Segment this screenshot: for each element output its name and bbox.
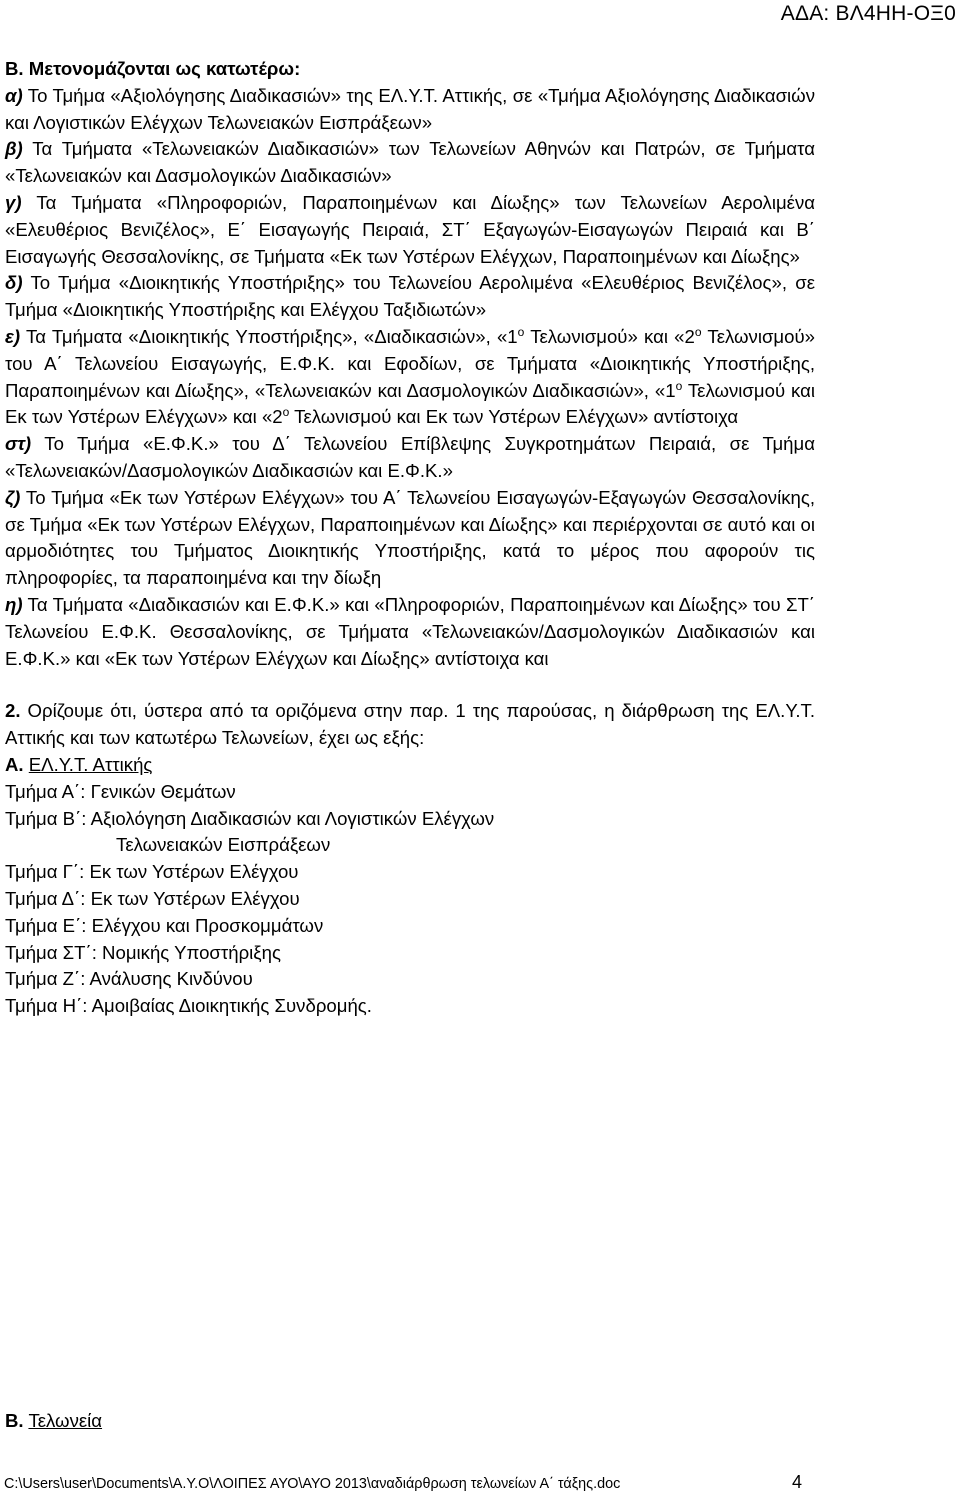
item-label: στ) [5,433,32,455]
department-item: Τμήμα Η΄: Αμοιβαίας Διοικητικής Συνδρομής. [5,995,372,1017]
rename-heading: Β. Μετονομάζονται ως κατωτέρω: [5,58,301,79]
department-list [5,779,815,1020]
rename-item-h [5,592,815,672]
item-label: η) [5,593,23,615]
superscript: ο [517,324,525,339]
paragraph-2 [5,698,815,752]
rename-item-e [5,324,815,431]
section-title: Τελωνεία [28,1410,103,1431]
rename-item-a [5,83,815,137]
subsection-label: Α. [5,753,24,775]
item-text: Το Τμήμα «Εκ των Υστέρων Ελέγχων» του Α΄ Τελωνείου Εισαγωγών-Εξαγωγών Θεσσαλονίκης, σε Τμήμα «Εκ των Υστέρων Ελέγχων, Παραποιημένων και Δίωξης» και περιέρχονται σε αυτό και οι αρμοδιότητες του Τμήματος Διοικητικής Υποστήριξης, κατά το μέρος που αφορούν τις πληροφορίες, τα παραποιημένα και την δίωξη [5,486,815,589]
page-footer [4,1472,804,1492]
item-text: Τα Τμήματα «Διαδικασιών και Ε.Φ.Κ.» και «Πληροφοριών, Παραποιημένων και Δίωξης» του ΣΤ΄ Τελωνείου Ε.Φ.Κ. Θεσσαλονίκης, σε Τμήματα «Τελωνειακών/Δασμολογικών Διαδικασιών και Ε.Φ.Κ.» και «Εκ των Υστέρων Ελέγχων και Δίωξης» αντίστοιχα και [5,593,815,669]
department-item: Τμήμα ΣΤ΄: Νομικής Υποστήριξης [5,941,281,963]
item-text: Το Τμήμα «Ε.Φ.Κ.» του Δ΄ Τελωνείου Επίβλεψης Συγκροτημάτων Πειραιά, σε Τμήμα «Τελωνειακών/Δασμολογικών Διαδικασιών και Ε.Φ.Κ.» [5,433,815,481]
rename-item-d [5,270,815,324]
item-text: Τελωνισμού» του Α΄ Τελωνείου Εισαγωγής, Ε.Φ.Κ. και Εφοδίων, σε Τμήματα «Διοικητικής Υποστήριξης, Παραποιημένων και Δίωξης», «Τελωνειακών και Δασμολογικών Διαδικασιών», «1 [5,325,815,401]
document-body [5,56,815,1020]
department-item: Τμήμα Α΄: Γενικών Θεμάτων [5,780,236,802]
item-label: γ) [5,191,22,213]
item-label: δ) [5,272,23,294]
item-text: Τα Τμήματα «Πληροφοριών, Παραποιημένων και Δίωξης» των Τελωνείων Αερολιμένα «Ελευθέριος Βενιζέλος», Ε΄ Εισαγωγής Πειραιά, ΣΤ΄ Εξαγωγών-Εισαγωγών Πειραιά και Β΄ Εισαγωγής Θεσσαλονίκης, σε Τμήματα «Εκ των Υστέρων Ελέγχων, Παραποιημένων και Δίωξης» [5,191,815,267]
department-item: Τμήμα Δ΄: Εκ των Υστέρων Ελέγχου [5,887,300,909]
page-number: 4 [791,1472,802,1492]
paragraph-number: 2. [5,700,21,722]
item-label: ε) [5,325,21,347]
item-text: Τελωνισμού» και «2 [524,325,695,347]
department-item: Τμήμα Ε΄: Ελέγχου και Προσκομμάτων [5,914,324,936]
superscript: ο [694,324,702,339]
item-text: Τελωνισμού και Εκ των Υστέρων Ελέγχων» αντίστοιχα [289,406,739,428]
department-item: Τμήμα Ζ΄: Ανάλυσης Κινδύνου [5,968,253,990]
section-label: Β. [5,1410,24,1431]
file-path: C:\Users\user\Documents\Α.Υ.Ο\ΛΟΙΠΕΣ ΑΥΟ\ΑΥΟ 2013\αναδιάρθρωση τελωνείων Α΄ τάξης.doc [4,1476,621,1492]
rename-item-z [5,485,815,592]
item-label: β) [5,138,23,160]
department-item: Τμήμα Β΄: Αξιολόγηση Διαδικασιών και Λογιστικών Ελέγχων [5,807,495,829]
department-item-continuation: Τελωνειακών Εισπράξεων [116,834,331,856]
subsection-title: ΕΛ.Υ.Τ. Αττικής [28,753,153,775]
paragraph-text: Ορίζουμε ότι, ύστερα από τα οριζόμενα στην παρ. 1 της παρούσας, η διάρθρωση της ΕΛ.Υ.Τ. Αττικής και των κατωτέρω Τελωνείων, έχει ως εξής: [5,700,815,749]
superscript: ο [675,378,683,393]
department-item: Τμήμα Γ΄: Εκ των Υστέρων Ελέγχου [5,861,299,883]
rename-item-st [5,431,815,485]
superscript: ο [282,405,290,420]
item-label: α) [5,84,23,106]
item-text: Τα Τμήματα «Διοικητικής Υποστήριξης», «Διαδικασιών», «1 [20,325,518,347]
section-b-customs-heading [5,1408,102,1435]
ada-code: ΑΔΑ: ΒΛ4ΗΗ-ΟΞ0 [780,2,956,25]
rename-item-b [5,136,815,190]
subsection-heading [5,752,815,779]
item-text: Τα Τμήματα «Τελωνειακών Διαδικασιών» των Τελωνείων Αθηνών και Πατρών, σε Τμήματα «Τελωνειακών και Δασμολογικών Διαδικασιών» [5,138,815,187]
item-label: ζ) [5,486,21,508]
rename-item-c [5,190,815,270]
item-text: Τελωνισμού και Εκ των Υστέρων Ελέγχων» και «2 [5,379,815,428]
item-text: Το Τμήμα «Διοικητικής Υποστήριξης» του Τελωνείου Αερολιμένα «Ελευθέριος Βενιζέλος», σε Τμήμα «Διοικητικής Υποστήριξης και Ελέγχου Ταξιδιωτών» [5,272,815,321]
item-text: Το Τμήμα «Αξιολόγησης Διαδικασιών» της ΕΛ.Υ.Τ. Αττικής, σε «Τμήμα Αξιολόγησης Διαδικασιών και Λογιστικών Ελέγχων Τελωνειακών Εισπράξεων» [5,84,815,133]
